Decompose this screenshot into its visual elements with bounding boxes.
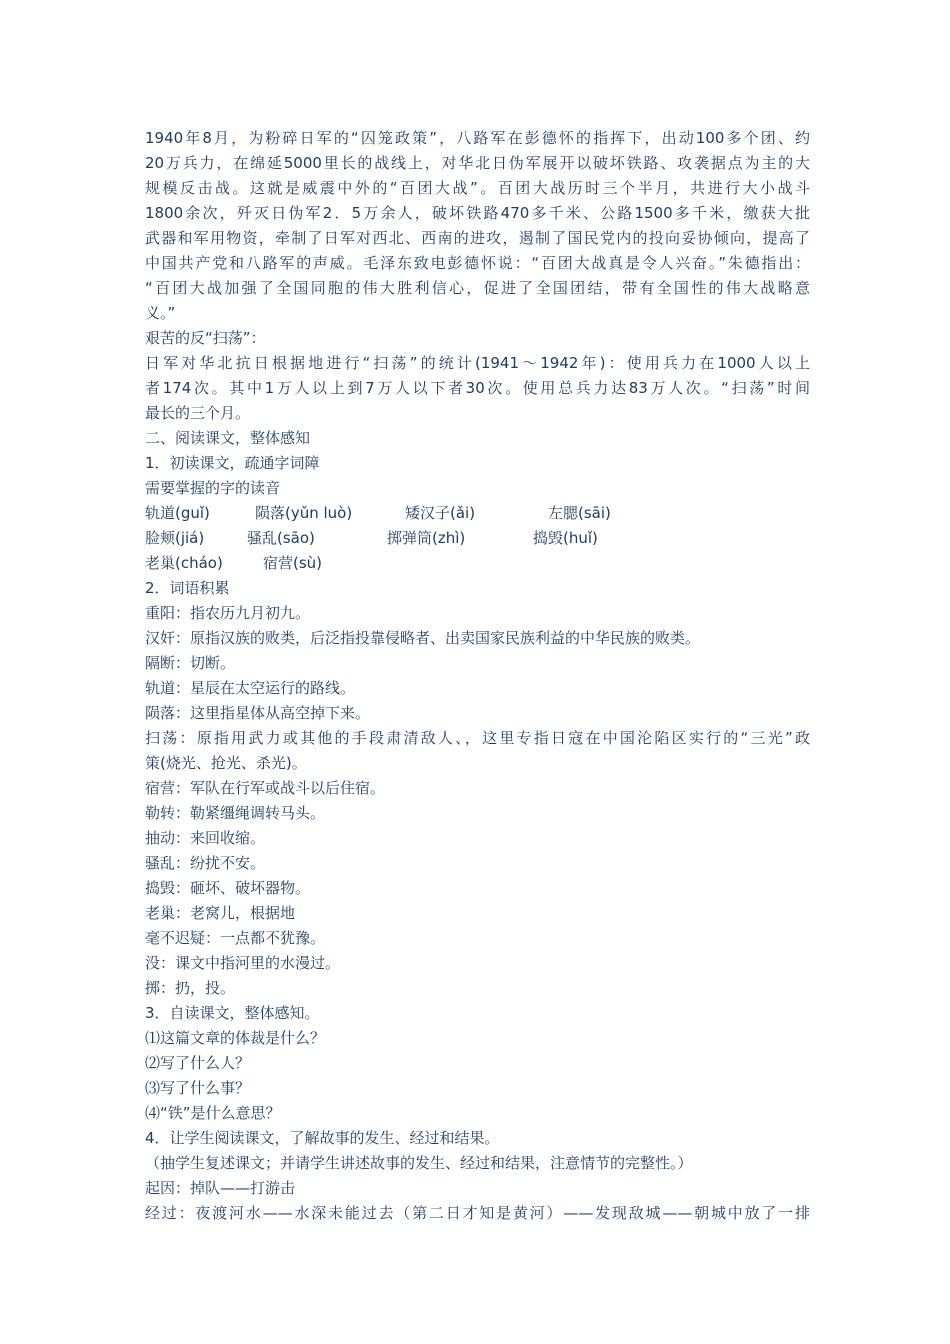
pronunciation-item: 捣毁(huǐ) (533, 529, 598, 547)
instruction-note: （抽学生复述课文；并请学生讲述故事的发生、经过和结果，注意情节的完整性。） (145, 1154, 693, 1172)
story-process: 经过：夜渡河水——水深未能过去（第二日才知是黄河）——发现敌城——朝城中放了一排 (145, 1204, 810, 1222)
text-line: 者174次。其中1万人以上到7万人以下者30次。使用总兵力达83万人次。“扫荡”时间 (145, 379, 810, 397)
vocab-item: 宿营：军队在行军或战斗以后住宿。 (145, 779, 386, 797)
question-item: ⑴这篇文章的体裁是什么？ (145, 1029, 326, 1047)
document-page (145, 126, 810, 1226)
vocab-item: 策(烧光、抢光、杀光)。 (145, 754, 307, 772)
story-cause: 起因：掉队——打游击 (145, 1179, 296, 1197)
text-line: 1940年8月，为粉碎日军的“囚笼政策”，八路军在彭德怀的指挥下，出动100多个团、约 (145, 129, 810, 147)
vocab-item: 扫荡：原指用武力或其他的手段肃清敌人、，这里专指日寇在中国沦陷区实行的“三光”政 (145, 729, 810, 747)
text-line: 中国共产党和八路军的声威。毛泽东致电彭德怀说：“百团大战真是令人兴奋。”朱德指出： (145, 254, 810, 272)
vocab-item: 抽动：来回收缩。 (145, 829, 266, 847)
subheading: 4．让学生阅读课文，了解故事的发生、经过和结果。 (145, 1129, 500, 1147)
pronunciation-item: 宿营(sù) (263, 554, 323, 572)
vocab-item: 骚乱：纷扰不安。 (145, 854, 266, 872)
subheading: 2．词语积累 (145, 579, 230, 597)
intro-paragraph (145, 126, 810, 326)
vocab-item: 捣毁：砸坏、破坏器物。 (145, 879, 311, 897)
vocab-item: 重阳：指农历九月初九。 (145, 604, 311, 622)
subheading: 3．自读课文，整体感知。 (145, 1004, 320, 1022)
pronunciation-item: 骚乱(sāo) (247, 529, 315, 547)
vocab-item: 没：课文中指河里的水漫过。 (145, 954, 341, 972)
section-heading: 艰苦的反“扫荡”： (145, 329, 266, 347)
vocab-item: 老巢：老窝儿，根据地 (145, 904, 296, 922)
text-line: “百团大战加强了全国同胞的伟大胜利信心，促进了全国团结，带有全国性的伟大战略意 (145, 279, 810, 297)
vocab-item: 陨落：这里指星体从高空掉下来。 (145, 704, 371, 722)
vocab-item: 毫不迟疑：一点都不犹豫。 (145, 929, 326, 947)
question-item: ⑵写了什么人？ (145, 1054, 251, 1072)
text-line: 武器和军用物资，牵制了日军对西北、西南的进攻，遏制了国民党内的投向妥协倾向，提高了 (145, 229, 810, 247)
sweep-section (145, 326, 810, 426)
text-line: 最长的三个月。 (145, 404, 251, 422)
pronunciation-item: 脸颊(jiá) (145, 529, 205, 547)
text-line: 1800余次，歼灭日伪军2．5万余人，破坏铁路470多千米、公路1500多千米，缴获大批 (145, 204, 810, 222)
pronunciation-row (145, 551, 810, 576)
text-line: 日军对华北抗日根据地进行“扫荡”的统计(1941～1942年)：使用兵力在1000人以上 (145, 354, 810, 372)
text-line: 规模反击战。这就是威震中外的“百团大战”。百团大战历时三个半月，共进行大小战斗 (145, 179, 810, 197)
pronunciation-item: 老巢(cháo) (145, 554, 223, 572)
vocab-item: 勒转：勒紧缰绳调转马头。 (145, 804, 326, 822)
pronunciation-row (145, 526, 810, 551)
pronunciation-item: 掷弹筒(zhì) (387, 529, 466, 547)
vocab-item: 掷：扔，投。 (145, 979, 236, 997)
reading-section (145, 426, 810, 1226)
vocab-item: 轨道：星辰在太空运行的路线。 (145, 679, 356, 697)
section-heading: 二、阅读课文，整体感知 (145, 429, 311, 447)
subheading: 1．初读课文，疏通字词障 (145, 454, 320, 472)
pronunciation-intro: 需要掌握的字的读音 (145, 479, 281, 497)
question-item: ⑷“铁”是什么意思？ (145, 1104, 281, 1122)
vocab-item: 汉奸：原指汉族的败类，后泛指投靠侵略者、出卖国家民族利益的中华民族的败类。 (145, 629, 701, 647)
text-line: 义。” (145, 304, 176, 322)
question-item: ⑶写了什么事？ (145, 1079, 251, 1097)
pronunciation-row (145, 501, 810, 526)
pronunciation-item: 矮汉子(ǎi) (405, 504, 476, 522)
pronunciation-item: 轨道(guǐ) (145, 504, 210, 522)
pronunciation-item: 左腮(sāi) (548, 504, 611, 522)
text-line: 20万兵力，在绵延5000里长的战线上，对华北日伪军展开以破坏铁路、攻袭据点为主的大 (145, 154, 810, 172)
pronunciation-item: 陨落(yǔn luò) (255, 504, 353, 522)
vocab-item: 隔断：切断。 (145, 654, 236, 672)
